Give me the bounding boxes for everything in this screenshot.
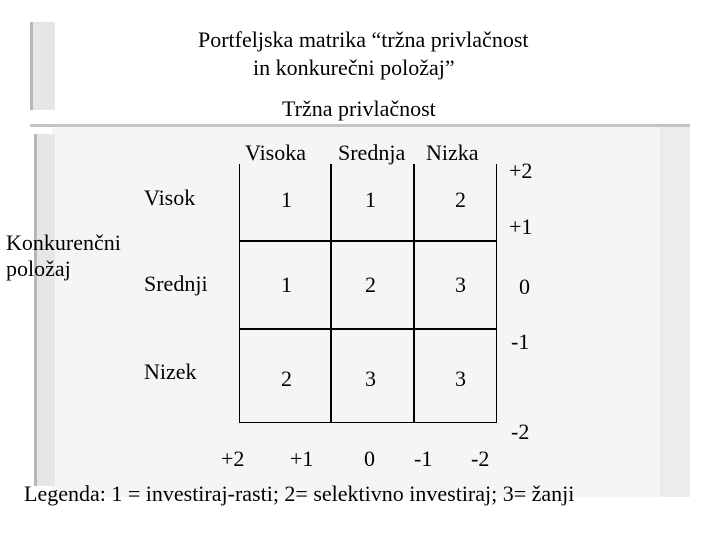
- grid-line-v1: [330, 164, 332, 422]
- matrix-cell: 1: [281, 187, 292, 212]
- matrix-cell: 1: [281, 272, 292, 297]
- right-scale-label: +2: [509, 158, 533, 183]
- right-scale-label: -1: [511, 329, 530, 354]
- matrix-cell: 2: [281, 366, 292, 391]
- matrix-cell: 3: [455, 366, 466, 391]
- column-header-visoka: Visoka: [245, 140, 307, 165]
- grid-line-h1: [239, 240, 497, 242]
- matrix-cell: 2: [455, 187, 466, 212]
- right-scale-label: 0: [519, 274, 530, 299]
- column-header-nizka: Nizka: [426, 140, 479, 165]
- grid-line-v2: [413, 164, 415, 422]
- frame-panel-right: [660, 127, 690, 497]
- matrix-cell: 1: [365, 187, 376, 212]
- x-axis-title: Tržna privlačnost: [282, 96, 436, 121]
- row-header-visok: Visok: [144, 185, 196, 210]
- legend-text: Legenda: 1 = investiraj-rasti; 2= selektivno investiraj; 3= žanji: [24, 481, 575, 506]
- y-axis-title-line1: Konkurenčni: [6, 230, 121, 255]
- frame-decoration-top: [30, 22, 55, 110]
- frame-decoration-left: [34, 134, 55, 486]
- bottom-scale-label: +1: [290, 446, 314, 471]
- bottom-scale-label: -1: [414, 446, 433, 471]
- right-scale-label: +1: [509, 214, 533, 239]
- right-scale-label: -2: [511, 419, 530, 444]
- grid-line-h2: [239, 328, 497, 330]
- bottom-scale-label: +2: [221, 446, 245, 471]
- y-axis-title-line2: položaj: [6, 256, 71, 281]
- matrix-cell: 3: [455, 272, 466, 297]
- matrix-cell: 2: [365, 272, 376, 297]
- bottom-scale-label: -2: [471, 446, 490, 471]
- matrix-cell: 3: [365, 366, 376, 391]
- column-header-srednja: Srednja: [338, 140, 406, 165]
- row-header-srednji: Srednji: [144, 271, 208, 296]
- page-title: Portfeljska matrika “tržna privlačnost in konkurečni položaj”: [198, 27, 529, 80]
- bottom-scale-label: 0: [364, 446, 375, 471]
- row-header-nizek: Nizek: [144, 359, 197, 384]
- frame-divider: [30, 124, 690, 127]
